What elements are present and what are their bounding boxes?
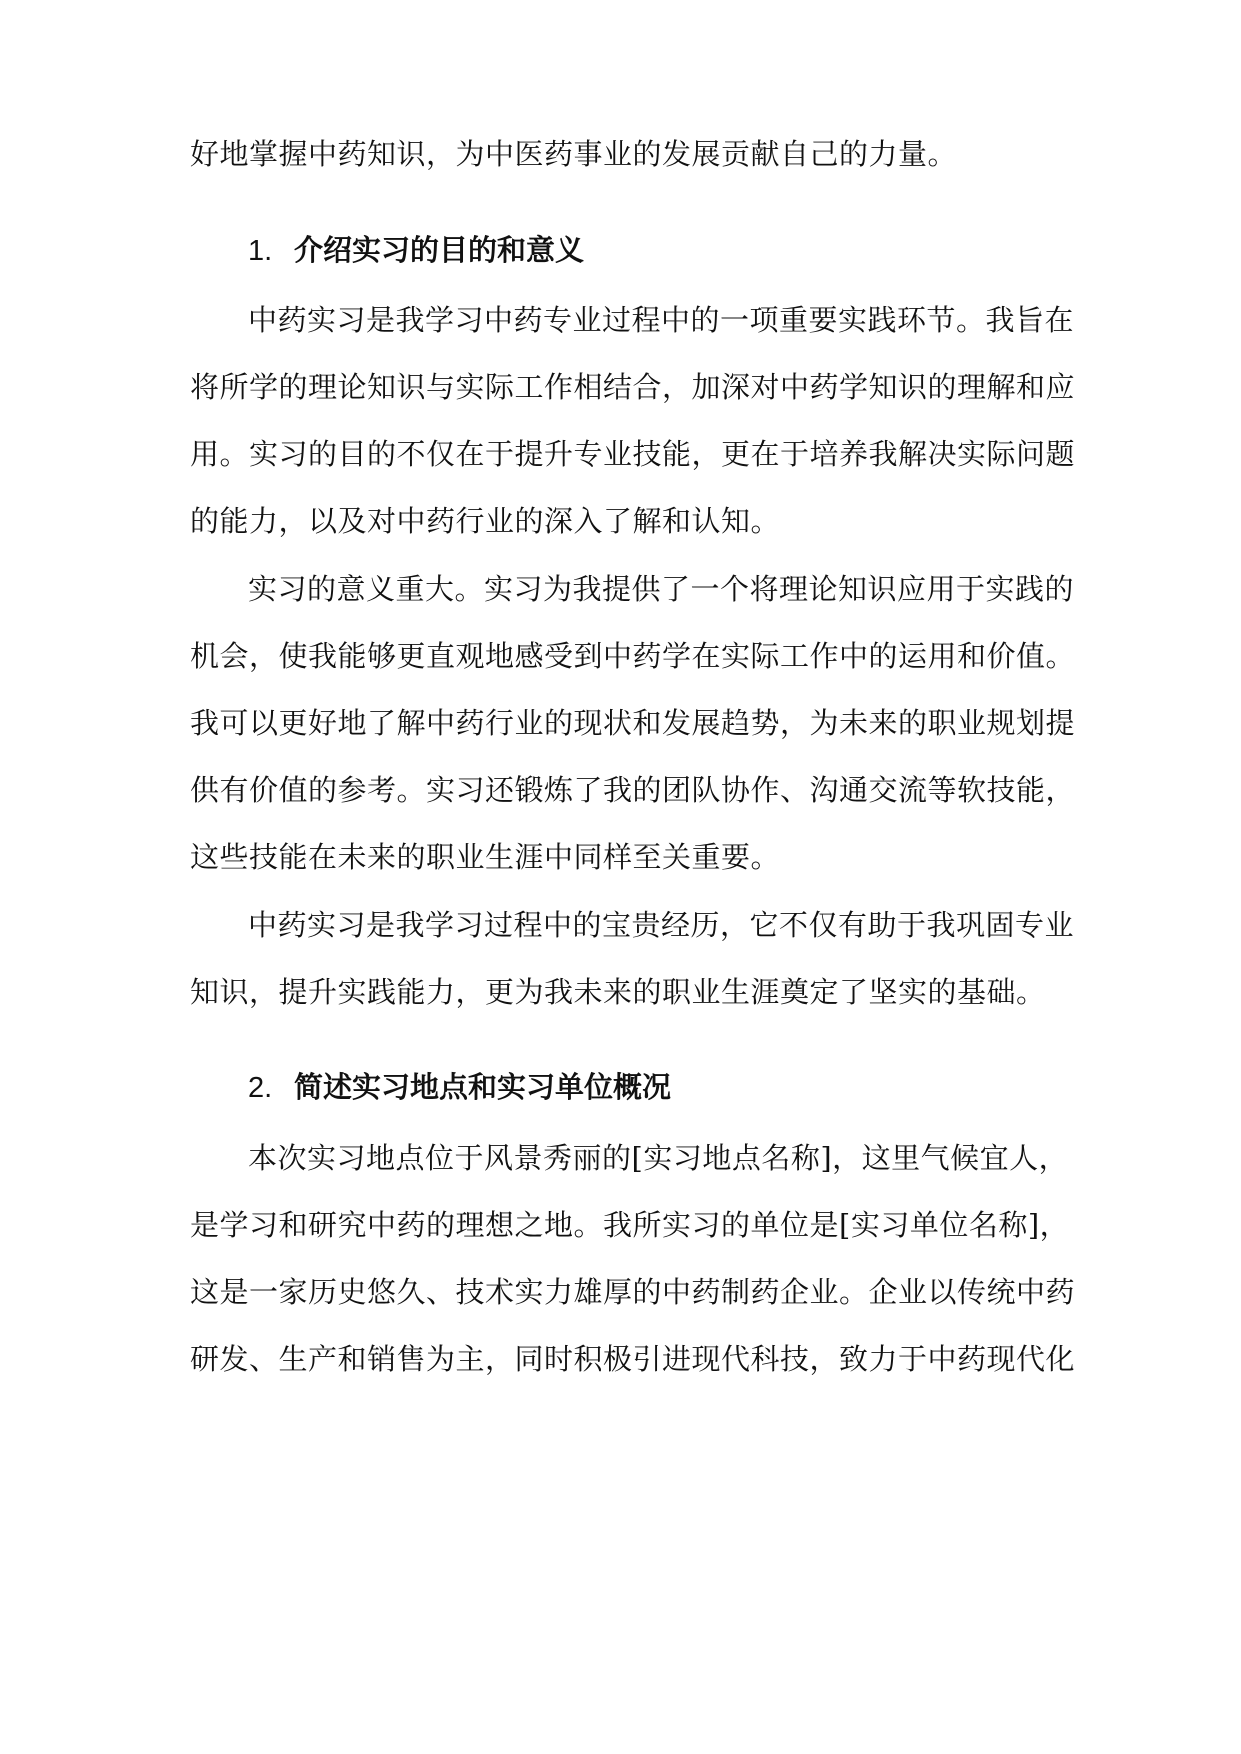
paragraph-line: 的能力，以及对中药行业的深入了解和认知。 [190, 504, 781, 538]
paragraph-line: 机会，使我能够更直观地感受到中药学在实际工作中的运用和价值。 [190, 639, 1076, 673]
paragraph-line: 研发、生产和销售为主，同时积极引进现代科技，致力于中药现代化 [190, 1342, 1076, 1376]
paragraph-line: 是学习和研究中药的理想之地。我所实习的单位是[实习单位名称]， [190, 1208, 1070, 1242]
section-number: 2. [248, 1072, 273, 1104]
section-title: 简述实习地点和实习单位概况 [294, 1070, 672, 1104]
paragraph-line: 中药实习是我学习中药专业过程中的一项重要实践环节。我旨在 [248, 303, 1075, 337]
section-number: 1. [248, 235, 273, 267]
paragraph-line: 中药实习是我学习过程中的宝贵经历，它不仅有助于我巩固专业 [248, 908, 1075, 942]
paragraph-line: 这是一家历史悠久、技术实力雄厚的中药制药企业。企业以传统中药 [190, 1275, 1076, 1309]
paragraph-line: 实习的意义重大。实习为我提供了一个将理论知识应用于实践的 [248, 572, 1075, 606]
paragraph-line: 这些技能在未来的职业生涯中同样至关重要。 [190, 840, 781, 874]
paragraph-line: 将所学的理论知识与实际工作相结合，加深对中药学知识的理解和应 [190, 370, 1076, 404]
paragraph-line: 好地掌握中药知识，为中医药事业的发展贡献自己的力量。 [190, 137, 958, 171]
paragraph-line: 我可以更好地了解中药行业的现状和发展趋势，为未来的职业规划提 [190, 706, 1076, 740]
section-heading-2 [248, 1067, 671, 1108]
paragraph-line: 本次实习地点位于风景秀丽的[实习地点名称]，这里气候宜人， [248, 1141, 1069, 1175]
paragraph-line: 知识，提升实践能力，更为我未来的职业生涯奠定了坚实的基础。 [190, 975, 1046, 1009]
paragraph-line: 供有价值的参考。实习还锻炼了我的团队协作、沟通交流等软技能， [190, 773, 1076, 807]
section-title: 介绍实习的目的和意义 [294, 233, 585, 267]
section-heading-1 [248, 230, 584, 271]
paragraph-line: 用。实习的目的不仅在于提升专业技能，更在于培养我解决实际问题 [190, 437, 1076, 471]
